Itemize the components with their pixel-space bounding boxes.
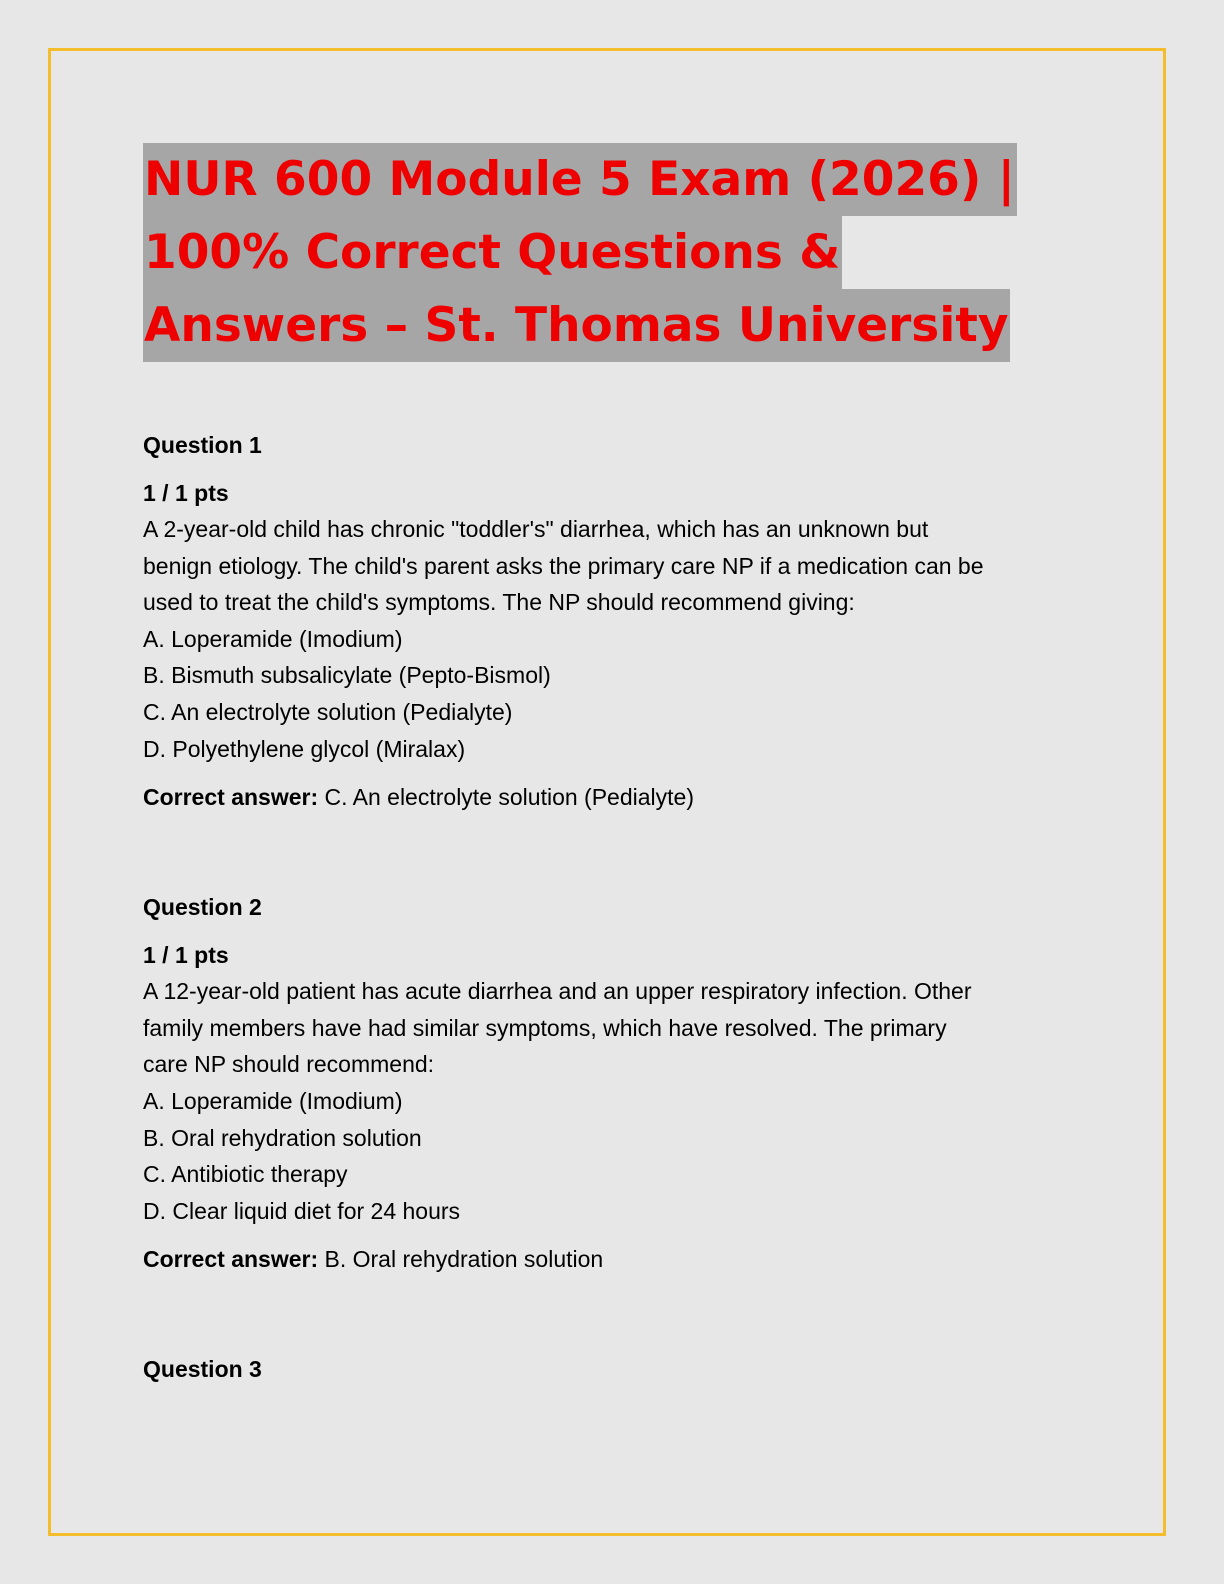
answer-option: B. Oral rehydration solution — [143, 1124, 422, 1151]
correct-answer — [143, 1241, 1103, 1277]
question-points: 1 / 1 pts — [143, 942, 229, 969]
question-stem-line: A 12-year-old patient has acute diarrhea and an upper respiratory infection. Other — [143, 978, 972, 1005]
correct-answer-value: B. Oral rehydration solution — [324, 1246, 604, 1273]
question-stem — [143, 973, 1103, 1083]
question-stem-line: A 2-year-old child has chronic "toddler's" diarrhea, which has an unknown but — [143, 516, 929, 542]
answer-option: C. An electrolyte solution (Pedialyte) — [143, 698, 513, 725]
correct-answer-label: Correct answer: — [143, 1246, 319, 1273]
question-stem-line: care NP should recommend: — [143, 1051, 435, 1078]
answer-option: A. Loperamide (Imodium) — [143, 625, 403, 652]
question-block — [143, 425, 1103, 815]
question-block — [143, 887, 1103, 1277]
answer-option: B. Bismuth subsalicylate (Pepto-Bismol) — [143, 662, 551, 689]
questions-section — [143, 425, 1103, 1461]
correct-answer — [143, 779, 1103, 815]
question-block — [143, 1349, 1103, 1389]
question-stem-line: benign etiology. The child's parent asks the primary care NP if a medication can be — [143, 552, 984, 579]
title-line: NUR 600 Module 5 Exam (2026) | — [143, 143, 1017, 216]
answer-option: A. Loperamide (Imodium) — [143, 1087, 403, 1114]
correct-answer-value: C. An electrolyte solution (Pedialyte) — [324, 784, 694, 811]
question-stem-line: used to treat the child's symptoms. The NP should recommend giving: — [143, 589, 855, 616]
answer-option: D. Polyethylene glycol (Miralax) — [143, 735, 466, 762]
question-heading: Question 3 — [143, 1356, 262, 1383]
question-heading: Question 2 — [143, 894, 262, 921]
question-heading: Question 1 — [143, 432, 262, 458]
title-line: 100% Correct Questions & — [143, 216, 842, 289]
question-points: 1 / 1 pts — [143, 480, 229, 506]
document-title — [143, 143, 1043, 362]
answer-option: D. Clear liquid diet for 24 hours — [143, 1197, 461, 1224]
title-line: Answers – St. Thomas University — [143, 289, 1010, 362]
question-stem — [143, 511, 1103, 621]
question-stem-line: family members have had similar symptoms, which have resolved. The primary — [143, 1014, 947, 1041]
correct-answer-label: Correct answer: — [143, 784, 319, 811]
answer-option: C. Antibiotic therapy — [143, 1161, 348, 1188]
